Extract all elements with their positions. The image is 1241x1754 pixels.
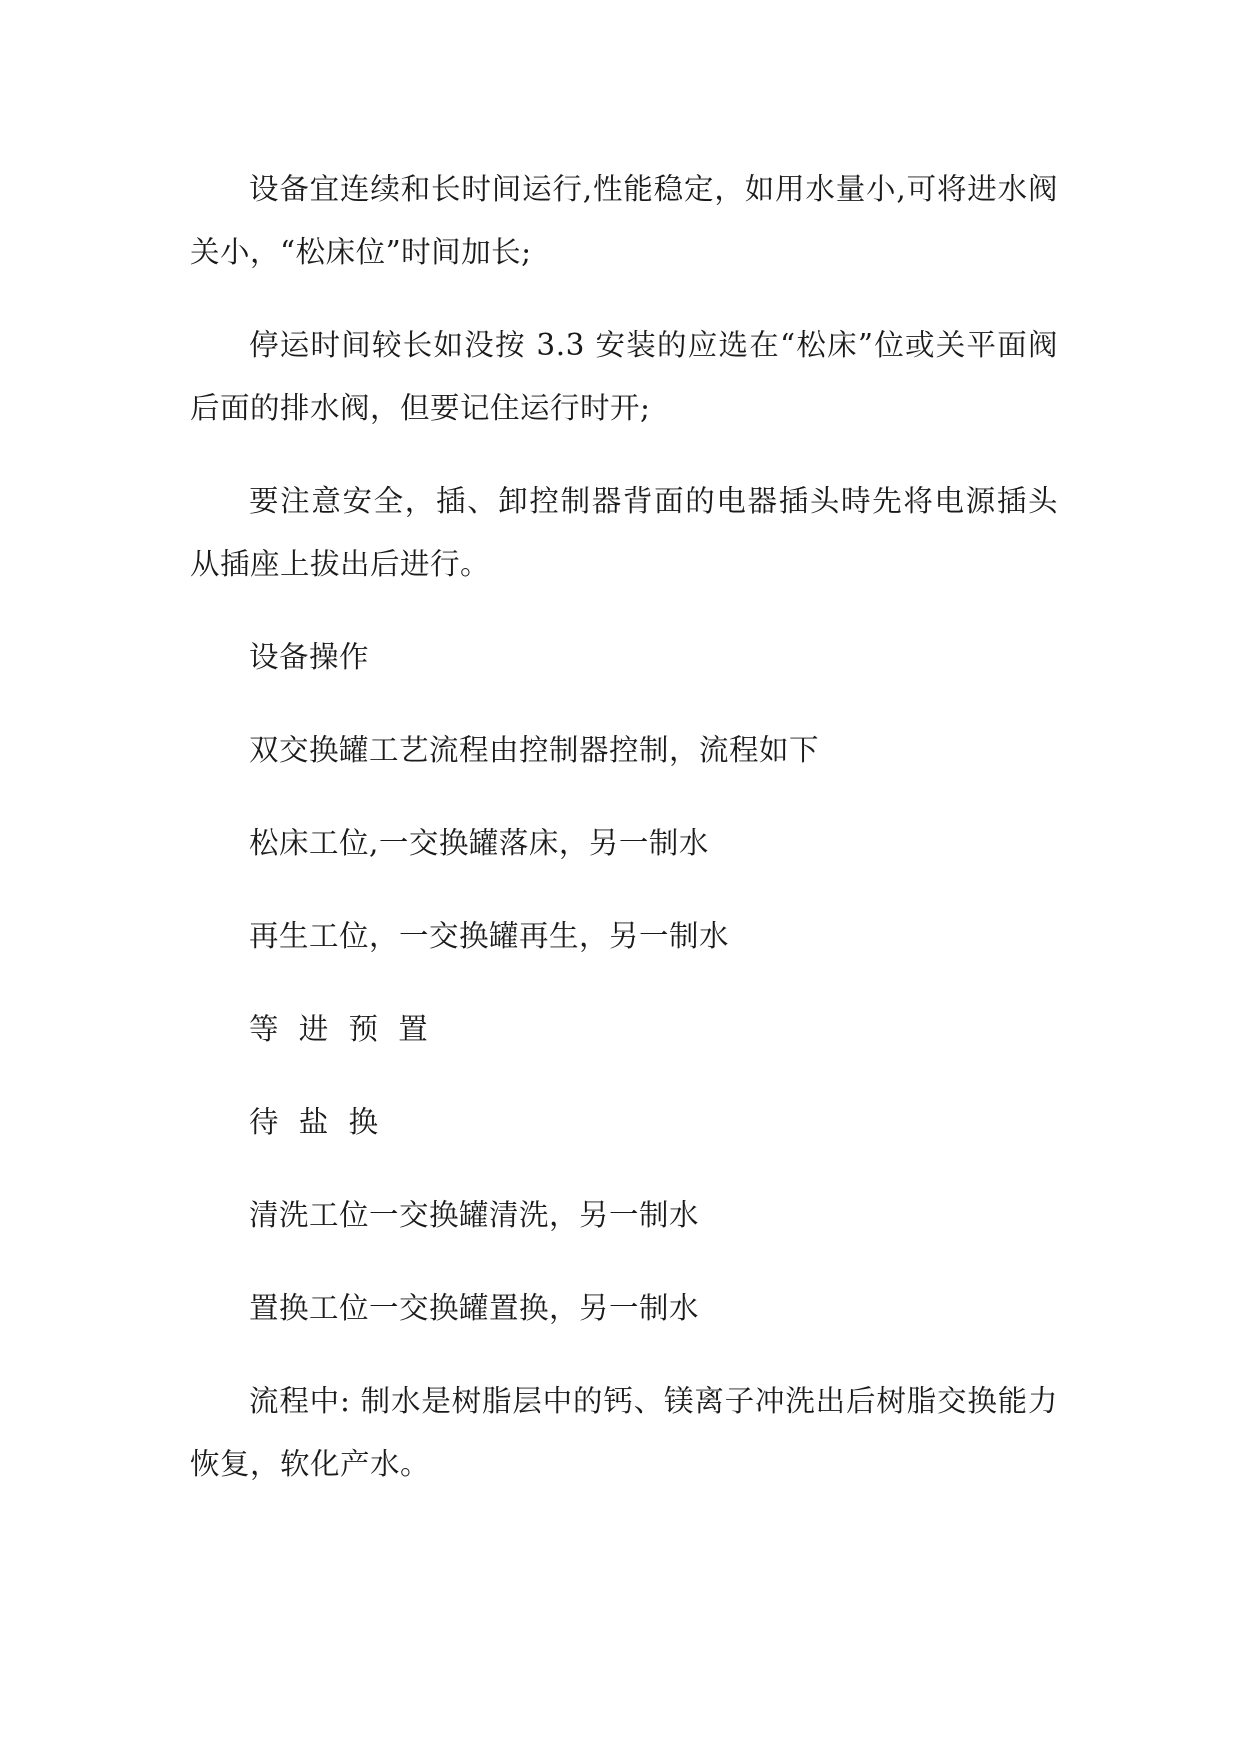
process-step-regeneration: 再生工位，一交换罐再生，另一制水 <box>249 919 730 953</box>
section-heading-equipment-operation: 设备操作 <box>249 640 370 674</box>
document-body <box>190 158 1058 1496</box>
paragraph-safety-note: 要注意安全，插、卸控制器背面的电器插头時先将电源插头从插座上拔出后进行。 <box>190 484 1058 581</box>
process-step-replacement: 置换工位一交换罐置换，另一制水 <box>249 1291 700 1325</box>
process-step-wait-row: 等 进 预 置 <box>249 1012 429 1046</box>
process-step-cleaning: 清洗工位一交换罐清洗，另一制水 <box>249 1198 700 1232</box>
paragraph-process-summary: 流程中: 制水是树脂层中的钙、镁离子冲洗出后树脂交换能力恢复，软化产水。 <box>190 1384 1058 1481</box>
paragraph-process-intro: 双交换罐工艺流程由控制器控制，流程如下 <box>249 733 820 767</box>
paragraph-shutdown-note: 停运时间较长如没按 3.3 安装的应选在“松床”位或关平面阀后面的排水阀，但要记住运行时开; <box>190 328 1058 425</box>
paragraph-operation-note: 设备宜连续和长时间运行,性能稳定，如用水量小,可将进水阀关小，“松床位”时间加长; <box>190 172 1058 269</box>
process-step-salt-row: 待 盐 换 <box>249 1105 379 1139</box>
process-step-loosening: 松床工位,一交换罐落床，另一制水 <box>249 826 709 860</box>
